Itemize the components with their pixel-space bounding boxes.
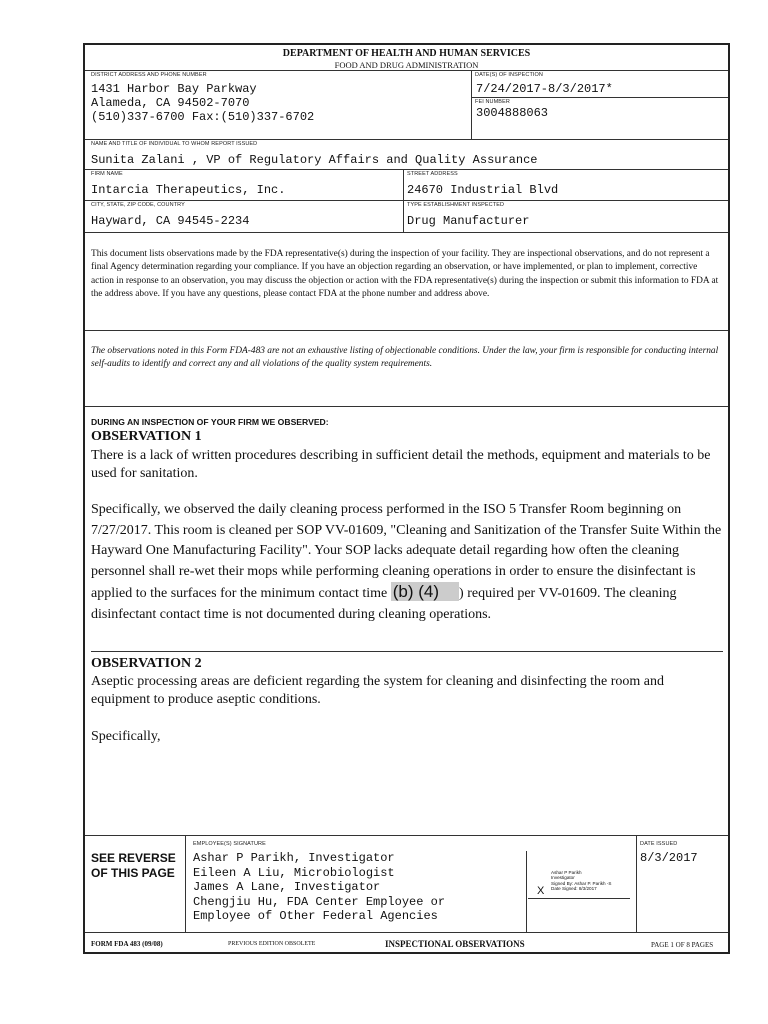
divider bbox=[85, 932, 728, 933]
street-address-value: 24670 Industrial Blvd bbox=[407, 183, 559, 197]
form-number: FORM FDA 483 (09/08) bbox=[91, 940, 163, 948]
recipient-name-title: Sunita Zalani , VP of Regulatory Affairs and Quality Assurance bbox=[91, 153, 538, 167]
observation-2-summary: Aseptic processing areas are deficient regarding the system for cleaning and disinfecting the room and equipment to produce aseptic conditions. bbox=[91, 674, 665, 707]
form-title: INSPECTIONAL OBSERVATIONS bbox=[385, 939, 525, 949]
fei-number-label: FEI NUMBER bbox=[475, 99, 510, 105]
divider bbox=[91, 651, 723, 652]
divider bbox=[85, 139, 728, 140]
observation-1-detail: Specifically, we observed the daily cleaning process performed in the ISO 5 Transfer Room beginning on 7/27/2017. This room is cleaned per SOP VV-01609, "Cleaning and Sanitization of the Transfer Suite Within the Hayward One Manufacturing Facility". Your SOP lacks adequate detail regarding how often the cleaning personnel shall re-wet their mops while performing cleaning operations in order to ensure the disinfectant is applied to the surfaces for the minimum contact time (b) (4) ) required per VV-01609. The cleaning disinfectant contact time is not documented during cleaning operations. bbox=[91, 502, 722, 622]
employee-signature-label: EMPLOYEE(S) SIGNATURE bbox=[193, 841, 266, 847]
divider bbox=[85, 70, 728, 71]
redaction-b4: (b) (4) bbox=[391, 582, 459, 601]
establishment-type-label: TYPE ESTABLISHMENT INSPECTED bbox=[407, 202, 505, 208]
inspection-dates-value: 7/24/2017-8/3/2017* bbox=[476, 82, 613, 96]
divider bbox=[636, 835, 637, 932]
divider bbox=[85, 169, 728, 170]
previous-edition-note: PREVIOUS EDITION OBSOLETE bbox=[228, 941, 316, 947]
agency-heading: FOOD AND DRUG ADMINISTRATION bbox=[334, 60, 479, 70]
divider bbox=[526, 851, 527, 932]
employee-name: Ashar P Parikh, Investigator bbox=[193, 851, 395, 865]
firm-name-label: FIRM NAME bbox=[91, 171, 123, 177]
signature-line bbox=[528, 898, 630, 899]
observation-2-title: OBSERVATION 2 bbox=[91, 656, 202, 671]
district-phone-fax: (510)337-6700 Fax:(510)337-6702 bbox=[91, 110, 315, 124]
city-value: Hayward, CA 94545-2234 bbox=[91, 214, 250, 228]
divider bbox=[471, 97, 728, 98]
digital-signature: Ashar P Parikh Investigator Signed By: Ashar P. Parikh -S Date Signed: 8/3/2017 bbox=[551, 870, 612, 892]
fda-483-form bbox=[83, 43, 730, 954]
employee-list bbox=[193, 851, 445, 924]
see-reverse-line1: SEE REVERSE bbox=[91, 851, 176, 865]
employee-name: Employee of Other Federal Agencies bbox=[193, 909, 438, 924]
establishment-type-value: Drug Manufacturer bbox=[407, 214, 530, 228]
divider bbox=[85, 330, 728, 331]
observed-heading: DURING AN INSPECTION OF YOUR FIRM WE OBSERVED: bbox=[91, 417, 329, 427]
date-issued-label: DATE ISSUED bbox=[640, 841, 678, 847]
divider bbox=[185, 835, 186, 932]
city-label: CITY, STATE, ZIP CODE, COUNTRY bbox=[91, 202, 185, 208]
divider bbox=[85, 200, 728, 201]
date-issued-value: 8/3/2017 bbox=[640, 851, 698, 865]
employee-name: James A Lane, Investigator bbox=[193, 880, 381, 895]
inspection-notice: This document lists observations made by the FDA representative(s) during the inspection of your facility. They are inspectional observations, and do not represent a final Agency determination regarding your compliance. If you have an objection regarding an observation, or have implemented, or plan to implement, corrective action in response to an observation, you may discuss the objection or action with the FDA representative(s) during the inspection or submit this information to FDA at the address above. If you have any questions, please contact FDA at the phone number and address above. bbox=[91, 249, 719, 299]
district-address-line2: Alameda, CA 94502-7070 bbox=[91, 96, 250, 110]
signature-x-mark: X bbox=[537, 885, 545, 897]
see-reverse-line2: OF THIS PAGE bbox=[91, 866, 175, 880]
divider bbox=[403, 169, 404, 232]
page-number: PAGE 1 OF 8 PAGES bbox=[651, 941, 714, 949]
inspection-dates-label: DATE(S) OF INSPECTION bbox=[475, 72, 544, 78]
divider bbox=[471, 70, 472, 139]
fei-number-value: 3004888063 bbox=[476, 106, 549, 120]
employee-name: Chengjiu Hu, FDA Center Employee or bbox=[193, 894, 446, 909]
recipient-label: NAME AND TITLE OF INDIVIDUAL TO WHOM REPORT ISSUED bbox=[91, 141, 258, 147]
district-address-label: DISTRICT ADDRESS AND PHONE NUMBER bbox=[91, 72, 207, 78]
observation-2-detail: Specifically, bbox=[91, 729, 161, 744]
district-address-line1: 1431 Harbor Bay Parkway bbox=[91, 82, 257, 96]
divider bbox=[85, 835, 728, 836]
divider bbox=[85, 406, 728, 407]
observation-1-summary: There is a lack of written procedures describing in sufficient detail the methods, equipment and materials to be used for sanitation. bbox=[91, 448, 711, 481]
street-address-label: STREET ADDRESS bbox=[407, 171, 458, 177]
employee-name: Eileen A Liu, Microbiologist bbox=[193, 865, 395, 880]
department-heading: DEPARTMENT OF HEALTH AND HUMAN SERVICES bbox=[282, 48, 531, 59]
firm-name-value: Intarcia Therapeutics, Inc. bbox=[91, 183, 286, 197]
observation-1-title: OBSERVATION 1 bbox=[91, 429, 202, 444]
disclaimer: The observations noted in this Form FDA-483 are not an exhaustive listing of objectionable conditions. Under the law, your firm is responsible for conducting internal self-audits to identify and correct any and all violations of the quality system requirements. bbox=[91, 346, 719, 370]
divider bbox=[85, 232, 728, 233]
